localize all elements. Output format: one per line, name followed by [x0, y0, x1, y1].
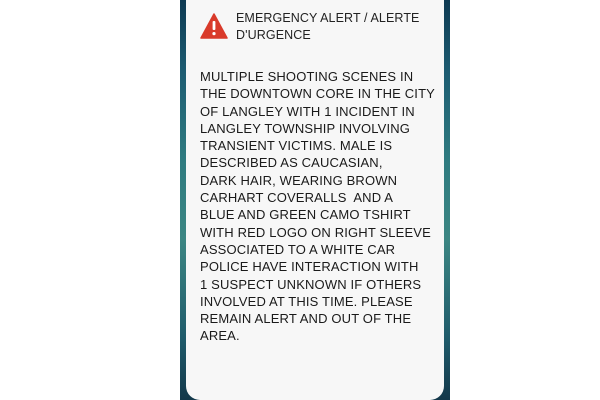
message-line: OF LANGLEY WITH 1 INCIDENT IN — [200, 103, 415, 119]
message-line: REMAIN ALERT AND OUT OF THE — [200, 311, 412, 327]
message-line: DARK HAIR, WEARING BROWN — [200, 172, 398, 188]
message-line: POLICE HAVE INTERACTION WITH — [200, 259, 419, 275]
message-line: 1 SUSPECT UNKNOWN IF OTHERS — [200, 276, 422, 292]
emergency-alert-card[interactable] — [186, 0, 444, 400]
alert-header — [186, 10, 444, 50]
alert-title-line-2: D'URGENCE — [236, 28, 311, 42]
alert-message — [200, 68, 440, 345]
message-line: WITH RED LOGO ON RIGHT SLEEVE — [200, 224, 431, 240]
alert-title — [236, 10, 436, 44]
message-line: INVOLVED AT THIS TIME. PLEASE — [200, 293, 413, 309]
message-line: TRANSIENT VICTIMS. MALE IS — [200, 138, 393, 154]
message-line: LANGLEY TOWNSHIP INVOLVING — [200, 120, 411, 136]
alert-title-line-1: EMERGENCY ALERT / ALERTE — [236, 11, 420, 25]
message-line: MULTIPLE SHOOTING SCENES IN — [200, 69, 414, 84]
message-line: THE DOWNTOWN CORE IN THE CITY — [200, 86, 435, 102]
message-line: BLUE AND GREEN CAMO TSHIRT — [200, 207, 411, 223]
warning-triangle-icon — [200, 13, 228, 39]
message-line: CARHART COVERALLS AND A — [200, 190, 394, 206]
message-line: DESCRIBED AS CAUCASIAN, — [200, 155, 383, 171]
message-line: ASSOCIATED TO A WHITE CAR — [200, 241, 396, 257]
message-line: AREA. — [200, 328, 240, 344]
